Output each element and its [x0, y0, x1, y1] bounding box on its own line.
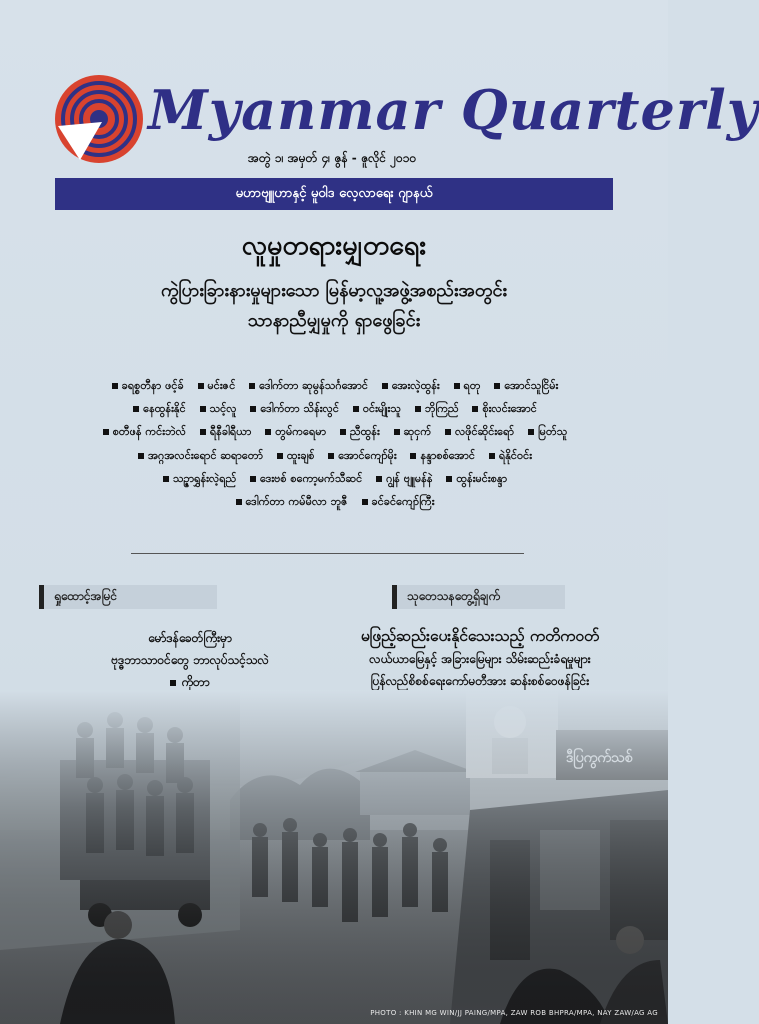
- bullet-square-icon: [362, 499, 368, 505]
- contributor-name: ထွန်းမင်းစန္ဒာ: [456, 471, 508, 485]
- bullet-square-icon: [170, 680, 176, 686]
- bullet-square-icon: [454, 383, 460, 389]
- contributor-item: [200, 425, 252, 438]
- feature-author-name: ကိုတာ: [181, 675, 210, 689]
- contributor-item: [112, 379, 184, 392]
- bullet-square-icon: [112, 383, 118, 389]
- contributor-name: ခရစ္စတီနာ ဖင့်ခ်: [121, 379, 184, 392]
- bullet-square-icon: [250, 406, 256, 412]
- bullet-square-icon: [236, 499, 242, 505]
- contributor-item: [328, 449, 396, 462]
- contributor-item: [472, 402, 536, 415]
- contributor-item: [394, 425, 432, 438]
- contributor-name: ရီနီခါရီယာ: [209, 425, 252, 439]
- contributor-item: [250, 402, 339, 415]
- contributor-name: ဒေါက်တာ ကမ်မီလာ ဘူဇီ: [245, 495, 348, 509]
- cover-headline: လူမှုတရားမျှတရေး: [241, 230, 427, 261]
- contributor-item: [250, 472, 362, 485]
- bullet-square-icon: [340, 429, 346, 435]
- bullet-square-icon: [410, 453, 416, 459]
- bullet-square-icon: [249, 383, 255, 389]
- feature-title-line: မော်ဒန်ခေတ်ကြီးမှာ: [148, 631, 232, 645]
- bullet-square-icon: [446, 476, 452, 482]
- contributor-item: [410, 449, 475, 462]
- bullet-square-icon: [265, 429, 271, 435]
- contributor-item: [415, 402, 459, 415]
- bullet-square-icon: [328, 453, 334, 459]
- contributor-item: [340, 425, 380, 438]
- bullet-square-icon: [138, 453, 144, 459]
- contributor-name: ဒေါက်တာ သိန်းလွင်: [260, 402, 339, 416]
- contributor-item: [454, 379, 481, 392]
- bullet-square-icon: [472, 406, 478, 412]
- contributor-list: [95, 374, 575, 513]
- bullet-square-icon: [415, 406, 421, 412]
- subheadline-line: ကွဲပြားခြားနားမှုများသော မြန်မာ့လူ့အဖွဲ့အစည်းအတွင်း: [160, 280, 508, 301]
- contributor-item: [362, 495, 435, 508]
- contributor-name: နန္ဒာစစ်အောင်: [420, 448, 476, 462]
- contributor-name: ရတု: [463, 379, 481, 392]
- bullet-square-icon: [103, 429, 109, 435]
- contributor-name: အဂ္ဂအလင်းရောင် ဆရာတော်: [147, 448, 264, 462]
- contributor-name: တွမ်ကရေမာ: [275, 425, 327, 439]
- contributor-name: ဂျွန် ဗျူမန်နဲ: [386, 471, 433, 485]
- banner-text: မဟာဗျူဟာနှင့် မူဝါဒ လေ့လာရေး ဂျာနယ်: [235, 185, 433, 201]
- contributor-name: ခင်ခင်ကျော်ကြီး: [371, 495, 435, 509]
- magazine-title: Myanmar Quarterly: [148, 78, 759, 142]
- contributor-name: သဉ္ဇာရွှန်းလဲ့ရည်: [172, 471, 237, 485]
- feature-perspective: [60, 627, 320, 693]
- bullet-square-icon: [353, 406, 359, 412]
- contributor-name: ဒေါက်တာ ဆုမွန်သင်္ဂအောင်: [259, 379, 368, 392]
- feature-subtitle-line: ပြန်လည်စိစစ်ရေးကော်မတီအား ဆန်းစစ်ဝေဖန်ခြင်း: [370, 674, 590, 688]
- contributor-item: [445, 425, 514, 438]
- contributor-name: အေးလဲ့ထွန်း: [391, 379, 440, 392]
- contributor-name: ဆုငှက်: [403, 425, 432, 439]
- contributor-item: [200, 402, 237, 415]
- divider: [131, 553, 524, 554]
- feature-subtitle-line: လယ်ယာမြေနှင့် အခြားမြေများ သိမ်းဆည်းခံရမှုများ: [369, 652, 591, 666]
- contributor-name: ရဲနိုင်ဝင်း: [498, 448, 533, 462]
- contributor-item: [198, 379, 236, 392]
- contributor-item: [133, 402, 186, 415]
- bullet-square-icon: [528, 429, 534, 435]
- contributor-item: [382, 379, 440, 392]
- contributor-name: နေထွန်းနိုင်: [143, 402, 186, 416]
- bullet-square-icon: [394, 429, 400, 435]
- section-tag-perspective: [39, 585, 217, 609]
- cover-subheadline: [0, 276, 668, 336]
- issue-line: အတွဲ ၁၊ အမှတ် ၄၊ ဇွန် - ဇူလိုင် ၂၀၁၀: [248, 151, 417, 165]
- contributor-item: [249, 379, 368, 392]
- contributor-item: [446, 472, 507, 485]
- contributor-name: ညီထွန်း: [349, 425, 380, 439]
- bullet-square-icon: [376, 476, 382, 482]
- section-tag-research: [392, 585, 565, 609]
- contributor-name: မြတ်သူ: [537, 425, 568, 439]
- bullet-square-icon: [250, 476, 256, 482]
- cover-photo-collage: [0, 690, 668, 1024]
- bullet-square-icon: [198, 383, 204, 389]
- contributor-item: [236, 495, 348, 508]
- contributor-name: ဝင်းမျိုးသူ: [362, 402, 401, 416]
- contributor-item: [163, 472, 236, 485]
- contributor-item: [265, 425, 326, 438]
- bullet-square-icon: [489, 453, 495, 459]
- bullet-square-icon: [445, 429, 451, 435]
- bullet-square-icon: [163, 476, 169, 482]
- feature-title-line: ဗုဒ္ဓဘာသာဝင်တွေ ဘာလုပ်သင့်သလဲ: [111, 653, 269, 667]
- section-tag-label: ရှုထောင့်အမြင်: [54, 589, 118, 603]
- contributor-item: [528, 425, 567, 438]
- contributor-name: အောင်ကျော်မိုး: [338, 448, 397, 462]
- contributor-item: [489, 449, 532, 462]
- contributor-item: [376, 472, 432, 485]
- contributor-item: [353, 402, 401, 415]
- contributor-name: ထူးချစ်: [286, 448, 315, 462]
- tag-stripe: [392, 585, 397, 609]
- bullet-square-icon: [200, 406, 206, 412]
- contributor-name: ဒေးဗစ် စကော့မက်သီဆင်: [260, 471, 363, 485]
- spiral-target-logo: [54, 74, 144, 164]
- contributor-name: စတီဖန် ကင်းဘဲလ်: [112, 425, 186, 439]
- subtitle-banner: [55, 178, 613, 210]
- contributor-item: [103, 425, 186, 438]
- subheadline-line: သာနာညီမျှမှုကို ရှာဖွေခြင်း: [247, 310, 421, 331]
- contributor-item: [138, 449, 263, 462]
- photo-credit: PHOTO : KHIN MG WIN/JJ PAING/MPA, ZAW ROB BHPRA/MPA, NAY ZAW/AG AG: [370, 1009, 658, 1017]
- contributor-name: အောင်သူငြိမ်း: [504, 379, 559, 392]
- section-tag-label: သုတေသနတွေ့ရှိချက်: [407, 589, 501, 603]
- contributor-name: လဖိုင်ဆိုင်းရော်: [454, 425, 514, 439]
- bullet-square-icon: [382, 383, 388, 389]
- contributor-item: [277, 449, 315, 462]
- bullet-square-icon: [494, 383, 500, 389]
- contributor-name: ဘိုကြည်: [424, 402, 459, 416]
- tag-stripe: [39, 585, 44, 609]
- contributor-item: [494, 379, 558, 392]
- contributor-name: မင်းဇင်: [207, 379, 236, 392]
- bullet-square-icon: [133, 406, 139, 412]
- contributor-name: သင့်လူ: [209, 402, 237, 416]
- bullet-square-icon: [200, 429, 206, 435]
- feature-title: မဖြည့်ဆည်းပေးနိုင်သေးသည့် ကတိကဝတ်: [360, 627, 600, 645]
- contributor-name: စိုးလင်းအောင်: [482, 402, 537, 416]
- bullet-square-icon: [277, 453, 283, 459]
- feature-research: [330, 624, 630, 692]
